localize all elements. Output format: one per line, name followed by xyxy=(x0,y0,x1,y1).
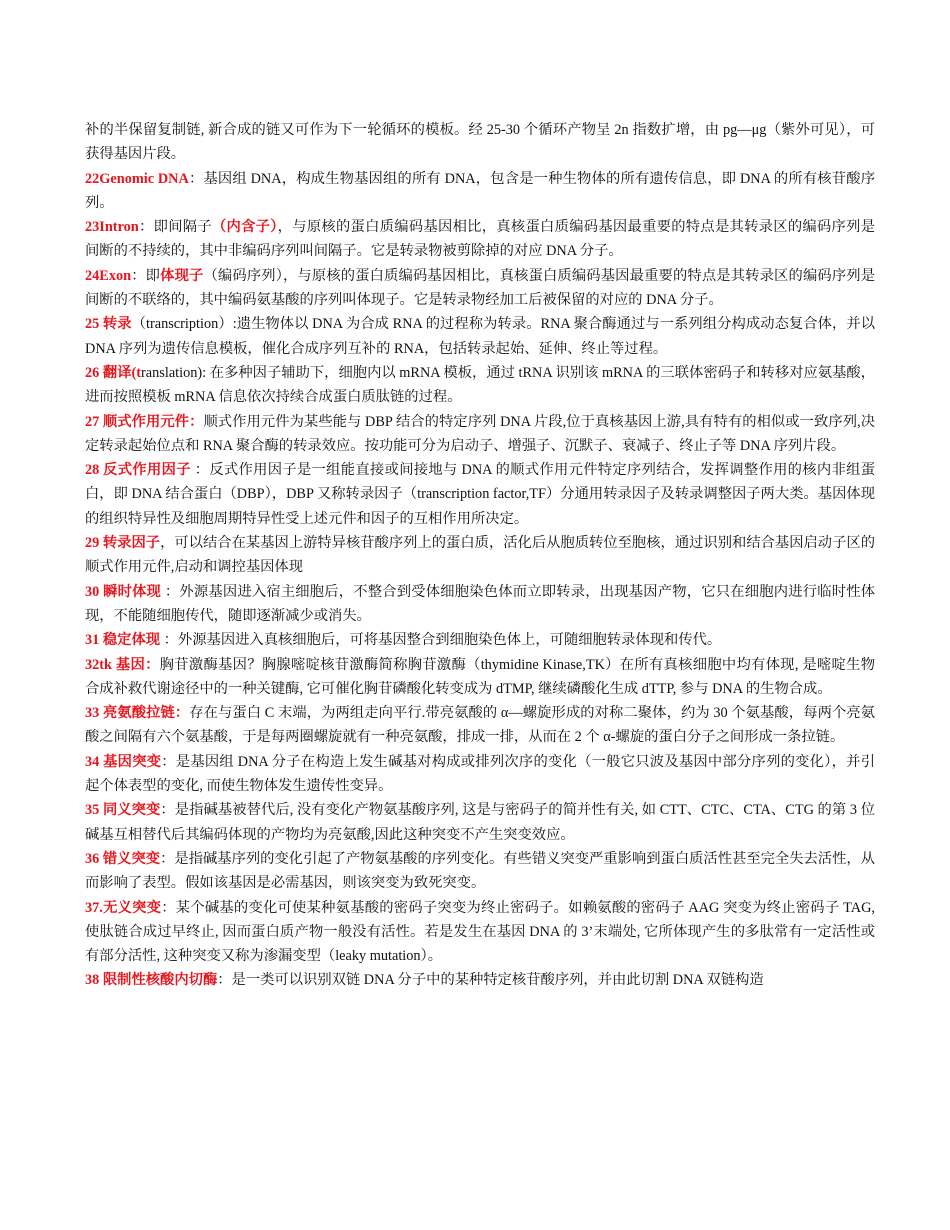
entry-definition: ：某个碱基的变化可使某种氨基酸的密码子突变为终止密码子。如赖氨酸的密码子 AAG 突变为终止密码子 TAG,使肽链合成过早终止, 因而蛋白质产物一般没有活性。若是发生在基因 DNA 的 3’末端处, 它所体现产生的多肽常有一定活性或有部分活性, 这种突变又称为渗漏变型（leaky mutation）。 xyxy=(85,899,875,965)
entry-definition: ranslation): 在多种因子辅助下，细胞内以 mRNA 模板，通过 tRNA 识别该 mRNA 的三联体密码子和转移对应氨基酸，进而按照模板 mRNA 信息依次持续合成蛋白质肽链的过程。 xyxy=(85,364,875,406)
entry-definition: ，可以结合在某基因上游特异核苷酸序列上的蛋白质，活化后从胞质转位至胞核，通过识别和结合基因启动子区的顺式作用元件,启动和调控基因体现 xyxy=(85,535,876,576)
entry-definition: 存在与蛋白 C 末端，为两组走向平行.带亮氨酸的 α—螺旋形成的对称二聚体，约为 30 个氨基酸，每两个亮氨酸之间隔有六个氨基酸，于是每两圈螺旋就有一种亮氨酸，排成一排，从而在 2 个 α-螺旋的蛋白分子之间形成一条拉链。 xyxy=(85,705,875,746)
entry-definition: 胸苷激酶基因？胸腺嘧啶核苷激酶简称胸苷激酶（thymidine Kinase,TK）在所有真核细胞中均有体现, 是嘧啶生物合成补救代谢途径中的一种关键酶, 它可催化胸苷磷酸化转变成为 dTMP, 继续磷酸化生成 dTTP, 参与 DNA 的生物合成。 xyxy=(85,656,876,697)
entry-term: （内含子） xyxy=(211,219,278,236)
document-body xyxy=(85,118,875,993)
entry-term: 22Genomic DNA xyxy=(85,170,189,187)
glossary-entry xyxy=(85,847,875,896)
glossary-entry xyxy=(85,701,875,750)
glossary-entry xyxy=(85,628,875,652)
entry-term: 34 基因突变 xyxy=(85,753,162,770)
entry-term: 31 稳定体现 xyxy=(85,632,161,649)
entry-definition: （编码序列），与原核的蛋白质编码基因相比，真核蛋白质编码基因最重要的特点是其转录区的编码序列是间断的不联络的，其中编码氨基酸的序列叫体现子。它是转录物经加工后被保留的对应的 DNA 分子。 xyxy=(85,267,876,309)
glossary-entry xyxy=(85,968,875,992)
glossary-entry xyxy=(85,896,875,969)
entry-definition: ：即 xyxy=(131,267,161,284)
entry-term: 27 顺式作用元件： xyxy=(85,413,204,430)
intro-text: 补的半保留复制链, 新合成的链又可作为下一轮循环的模板。经 25-30 个循环产物呈 2n 指数扩增，由 pg—μg（紫外可见），可获得基因片段。 xyxy=(85,122,875,163)
entry-term: 26 翻译(t xyxy=(85,364,142,381)
entry-term: 体现子 xyxy=(160,267,204,284)
entry-definition: ：是指碱基被替代后, 没有变化产物氨基酸序列, 这是与密码子的简并性有关, 如 CTT、CTC、CTA、CTG 的第 3 位碱基互相替代后其编码体现的产物均为亮氨酸,因此这种突变不产生突变效应。 xyxy=(85,802,875,843)
entry-definition: ：是指碱基序列的变化引起了产物氨基酸的序列变化。有些错义突变严重影响到蛋白质活性甚至完全失去活性，从而影响了表型。假如该基因是必需基因，则该突变为致死突变。 xyxy=(85,850,876,892)
entry-term: 29 转录因子 xyxy=(85,535,161,552)
entry-term: 30 瞬时体现 xyxy=(85,583,162,600)
entry-definition: ：基因组 DNA，构成生物基因组的所有 DNA，包含是一种生物体的所有遗传信息，即 DNA 的所有核苷酸序列。 xyxy=(85,170,875,211)
intro-paragraph xyxy=(85,118,875,167)
glossary-entry xyxy=(85,798,875,847)
entry-definition: ：反式作用因子是一组能直接或间接地与 DNA 的顺式作用元件特定序列结合，发挥调整作用的核内非组蛋白，即 DNA 结合蛋白（DBP），DBP 又称转录因子（transcription factor,TF）分通用转录因子及转录调整因子两大类。基因体现的组织特异性及细胞周期特异性受上述元件和因子的互相作用所决定。 xyxy=(85,462,876,527)
entry-definition: ：外源基因进入宿主细胞后，不整合到受体细胞染色体而立即转录，出现基因产物，它只在细胞内进行临时性体现，不能随细胞传代，随即逐渐减少或消失。 xyxy=(85,583,875,624)
glossary-entry xyxy=(85,361,875,410)
glossary-entry xyxy=(85,312,875,361)
entry-definition: ：是一类可以识别双链 DNA 分子中的某种特定核苷酸序列，并由此切割 DNA 双链构造 xyxy=(217,972,764,989)
entry-term: 25 转录 xyxy=(85,316,132,333)
glossary-entries xyxy=(85,167,875,993)
entry-term: 33 亮氨酸拉链： xyxy=(85,705,190,722)
entry-term: 32tk 基因： xyxy=(85,656,160,673)
entry-definition: ：是基因组 DNA 分子在构造上发生碱基对构成或排列次序的变化（一般它只波及基因中部分序列的变化），并引起个体表型的变化, 而使生物体发生遗传性变异。 xyxy=(85,753,875,795)
entry-term: 23Intron xyxy=(85,219,139,236)
glossary-entry xyxy=(85,580,875,629)
entry-definition: ：外源基因进入真核细胞后，可将基因整合到细胞染色体上，可随细胞转录体现和传代。 xyxy=(160,632,722,649)
glossary-entry xyxy=(85,215,875,264)
glossary-entry xyxy=(85,531,875,580)
glossary-entry xyxy=(85,264,875,313)
entry-definition: （transcription）:遗生物体以 DNA 为合成 RNA 的过程称为转录。RNA 聚合酶通过与一系列组分构成动态复合体，并以 DNA 序列为遗传信息模板，催化合成序列互补的 RNA，包括转录起始、延伸、终止等过程。 xyxy=(85,316,876,357)
entry-definition: ：即间隔子 xyxy=(138,219,212,236)
entry-term: 28 反式作用因子 xyxy=(85,462,191,479)
glossary-entry xyxy=(85,167,875,216)
entry-term: 38 限制性核酸内切酶 xyxy=(85,972,218,989)
glossary-entry xyxy=(85,653,875,702)
glossary-entry xyxy=(85,458,875,531)
entry-term: 24Exon xyxy=(85,267,132,284)
glossary-entry xyxy=(85,750,875,799)
entry-term: 35 同义突变 xyxy=(85,802,161,819)
entry-term: 36 错义突变 xyxy=(85,850,161,867)
entry-definition: ，与原核的蛋白质编码基因相比，真核蛋白质编码基因最重要的特点是其转录区的编码序列是间断的不持续的，其中非编码序列叫间隔子。它是转录物被剪除掉的对应 DNA 分子。 xyxy=(85,219,876,260)
entry-definition: 顺式作用元件为某些能与 DBP 结合的特定序列 DNA 片段,位于真核基因上游,具有特有的相似或一致序列,决定转录起始位点和 RNA 聚合酶的转录效应。按功能可分为启动子、增强子、沉默子、衰减子、终止子等 DNA 序列片段。 xyxy=(85,413,876,454)
glossary-entry xyxy=(85,410,875,459)
entry-term: 37.无义突变 xyxy=(85,899,162,916)
